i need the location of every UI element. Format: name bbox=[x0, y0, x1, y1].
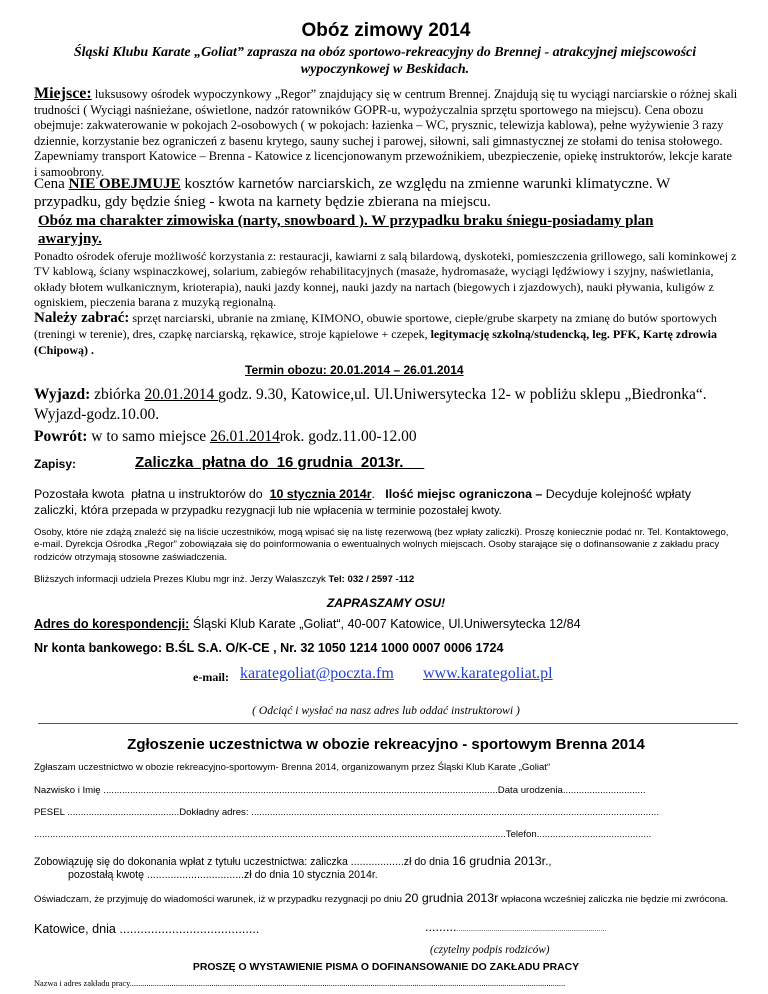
zobowiazanie-text: Zobowiązuję się do dokonania wpłat z tytułu uczestnictwa: zaliczka ..................zł do dnia bbox=[34, 856, 453, 868]
signature-dots: ......... bbox=[425, 920, 457, 934]
pozostala-date: 10 stycznia 2014r bbox=[269, 487, 372, 501]
adres-korespondencji bbox=[34, 617, 738, 631]
powrot-paragraph bbox=[34, 428, 738, 446]
miejsce-label: Miejsce: bbox=[34, 85, 92, 102]
zobowiazanie-comma: , bbox=[548, 856, 552, 868]
pozostala-pre: Pozostała kwota płatna u instruktorów do bbox=[34, 487, 270, 501]
zabrac-paragraph bbox=[34, 310, 738, 358]
nazwisko-field[interactable]: Nazwisko i Imię ....................................................................................................................................................Data urodzenia............................... bbox=[34, 785, 646, 796]
www-link[interactable]: www.karategoliat.pl bbox=[423, 665, 553, 682]
adres-label: Adres do korespondencji: bbox=[34, 617, 190, 631]
katowice-date-field[interactable]: Katowice, dnia ........................................ bbox=[34, 922, 260, 936]
pozostala-paragraph bbox=[34, 486, 738, 519]
powrot-post: rok. godz.11.00-12.00 bbox=[279, 428, 417, 445]
zaklad-pracy-field[interactable]: Nazwa i adres zakładu pracy................................................................................................................................................................................................................ bbox=[34, 979, 566, 988]
termin-obozu: Termin obozu: 20.01.2014 – 26.01.2014 bbox=[245, 363, 464, 377]
oswiadczenie bbox=[34, 892, 738, 906]
wyjazd-post: godz. 9.30, Katowice,ul. Ul.Uniwersytecka 12- w pobliżu sklepu „Biedronka“. bbox=[218, 386, 707, 403]
email-link[interactable]: karategoliat@poczta.fm bbox=[240, 665, 394, 682]
email-label: e-mail: bbox=[193, 670, 229, 684]
pozostala-line2b: przepada w przypadku rezygnacji lub nie wpłacenia w terminie pozostałej kwoty. bbox=[111, 505, 502, 517]
form-intro: Zgłaszam uczestnictwo w obozie rekreacyjno-sportowym- Brenna 2014, organizowanym przez Śląski Klub Karate „Goliat“ bbox=[34, 762, 551, 773]
powrot-label: Powrót: bbox=[34, 428, 88, 445]
zabrac-label: Należy zabrać: bbox=[34, 310, 130, 326]
form-title: Zgłoszenie uczestnictwa w obozie rekreacyjno - sportowym Brenna 2014 bbox=[127, 736, 645, 753]
cena-paragraph bbox=[34, 175, 738, 211]
cena-post: kosztów karnetów narciarskich, ze względu na zmienne warunki klimatyczne. W przypadku, gdy będzie śnieg - kwota na karnety będzie zbierana na miejscu. bbox=[34, 176, 670, 210]
zabrac-bold: legitymację szkolną/studencką, leg. PFK, Kartę zdrowia (Chipową) . bbox=[34, 327, 717, 357]
zaliczka-deadline: Zaliczka płatna do 16 grudnia 2013r. bbox=[135, 454, 425, 471]
charakter-paragraph: Obóz ma charakter zimowiska (narty, snowboard ). W przypadku braku śniegu-posiadamy plan awaryjny. bbox=[38, 213, 654, 247]
miejsce-text: luksusowy ośrodek wypoczynkowy „Regor” znajdujący się w centrum Brennej. Znajdują się tu wyciągi narciarskie o różnej skali trudności ( Wyciągi naśnieżane, oświetlone, nadzór ratowników GOPR-u, wypożyczalnia sprzętu sportowego na miejscu). Cena obozu obejmuje: zakwaterowanie w pokojach 2-osobowych ( w pokojach: łazienka – WC, prysznic, telewizja kablowa), pełne wyżywienie 3 razy dziennie, korzystanie bez ograniczeń z basenu krytego, sauny suchej i parowej, siłowni, sali gimnastycznej ze stołami do tenisa stołowego. Zapewniamy transport Katowice – Brenna - Katowice z licencjonowanym przewoźnikiem, ubezpieczenie, opiekę instruktorów, lekcje karate i samoobrony. bbox=[34, 87, 738, 179]
zobowiazanie-date: 16 grudnia 2013r. bbox=[452, 854, 549, 868]
cut-line bbox=[38, 723, 738, 724]
page-subtitle: Śląski Klubu Karate „Goliat” zaprasza na obóz sportowo-rekreacyjny do Brennej - atrakcyjnej miejscowości wypoczynkowej w Beskidach. bbox=[73, 45, 697, 77]
page-title: Obóz zimowy 2014 bbox=[301, 20, 471, 41]
wyjazd-date: 20.01.2014 bbox=[144, 386, 219, 403]
osrodek-paragraph: Ponadto ośrodek oferuje możliwość korzystania z: restauracji, kawiarni z salą bilardową, dyskoteki, pomieszczenia grillowego, sali kominkowej z TV kablową, ściany wspinaczkowej, solarium, zabiegów rehabilitacyjnych (masaże, hydromasaże, wyciągi lędźwiowy i szyjny, naświetlania, okłady błotem wulkanicznym, krioterapia), nauki jazdy konnej, nauki jazdy na nartach (biegowych i zjazdowych), nauki pływania, kuligów z ogniskiem, pieczenia barana z muzyką regionalną. bbox=[34, 249, 737, 310]
wyjazd-line bbox=[34, 385, 738, 405]
zobowiazanie-line1 bbox=[34, 854, 738, 868]
informacje-text: Bliższych informacji udziela Prezes Klubu mgr inż. Jerzy Walaszczyk bbox=[34, 574, 329, 585]
telefon-field[interactable]: .................................................................................................................................................................................Telefon........................................... bbox=[34, 829, 652, 840]
cena-pre: Cena bbox=[34, 176, 69, 192]
wyjazd-pre: zbiórka bbox=[90, 386, 145, 403]
cut-instruction: ( Odciąć i wysłać na nasz adres lub oddać instruktorowi ) bbox=[252, 704, 520, 717]
wyjazd-line2: Wyjazd-godz.10.00. bbox=[34, 406, 160, 423]
informacje-line bbox=[34, 574, 738, 585]
informacje-tel: Tel: 032 / 2597 -112 bbox=[328, 574, 415, 585]
signature-caption: (czytelny podpis rodziców) bbox=[430, 944, 550, 956]
cena-bold: NIE OBEJMUJE bbox=[68, 176, 181, 192]
zapisy-label: Zapisy: bbox=[34, 457, 77, 471]
oswiadczenie-text: Oświadczam, że przyjmuję do wiadomości warunek, iż w przypadku rezygnacji po dniu bbox=[34, 894, 405, 905]
pozostala-line2a: zaliczki, która bbox=[34, 503, 112, 517]
konto-bankowe: Nr konta bankowego: B.ŚL S.A. O/K-CE , Nr. 32 1050 1214 1000 0007 0006 1724 bbox=[34, 641, 504, 655]
adres-text: Śląski Klub Karate „Goliat“, 40-007 Katowice, Ul.Uniwersytecka 12/84 bbox=[189, 617, 581, 631]
pozostala-bold: Ilość miejsc ograniczona – bbox=[385, 487, 546, 501]
zobowiazanie-line2: pozostałą kwotę .................................zł do dnia 10 stycznia 2014r. bbox=[68, 869, 378, 881]
powrot-date: 26.01.2014 bbox=[210, 428, 280, 445]
pozostala-line2 bbox=[34, 502, 738, 519]
oswiadczenie-date: 20 grudnia 2013r bbox=[404, 891, 499, 905]
miejsce-paragraph bbox=[34, 86, 738, 181]
prosze-heading: PROSZĘ O WYSTAWIENIE PISMA O DOFINANSOWANIE DO ZAKŁADU PRACY bbox=[192, 962, 580, 973]
signature-field[interactable] bbox=[425, 920, 606, 934]
pozostala-line1 bbox=[34, 486, 738, 502]
pozostala-mid: . bbox=[371, 487, 386, 501]
wyjazd-label: Wyjazd: bbox=[34, 386, 91, 403]
oswiadczenie-rest: wpłacona wcześniej zaliczka nie będzie mi zwrócona. bbox=[498, 894, 729, 905]
pozostala-post: Decyduje kolejność wpłaty bbox=[545, 487, 692, 501]
signature-dots-small: ............................................................................. bbox=[456, 926, 607, 933]
osoby-paragraph: Osoby, które nie zdążą znaleźć się na liście uczestników, mogą wpisać się na listę rezerwową (bez wpłaty zaliczki). Proszę koniecznie podać nr. Tel. Kontaktowego, e-mail. Dyrekcja Ośrodka „Regor” zobowiązała się do poinformowania o ewentualnych wolnych miejscach. Osoby starające się o dofinansowanie z zakładu pracy rodziców otrzymają stosowne zaświadczenia. bbox=[34, 527, 729, 563]
wyjazd-paragraph bbox=[34, 385, 738, 425]
pesel-adres-field[interactable]: PESEL ..........................................Dokładny adres: ......................................................................................................................................................... bbox=[34, 807, 659, 818]
powrot-pre: w to samo miejsce bbox=[87, 428, 211, 445]
zabrac-text: sprzęt narciarski, ubranie na zmianę, KIMONO, obuwie sportowe, ciepłe/grube skarpety na zmianę do butów sportowych (treningi w terenie), dres, czapkę narciarską, rękawice, stroje kąpielowe + czepek, bbox=[34, 311, 717, 341]
zapraszamy-osu: ZAPRASZAMY OSU! bbox=[326, 596, 446, 610]
